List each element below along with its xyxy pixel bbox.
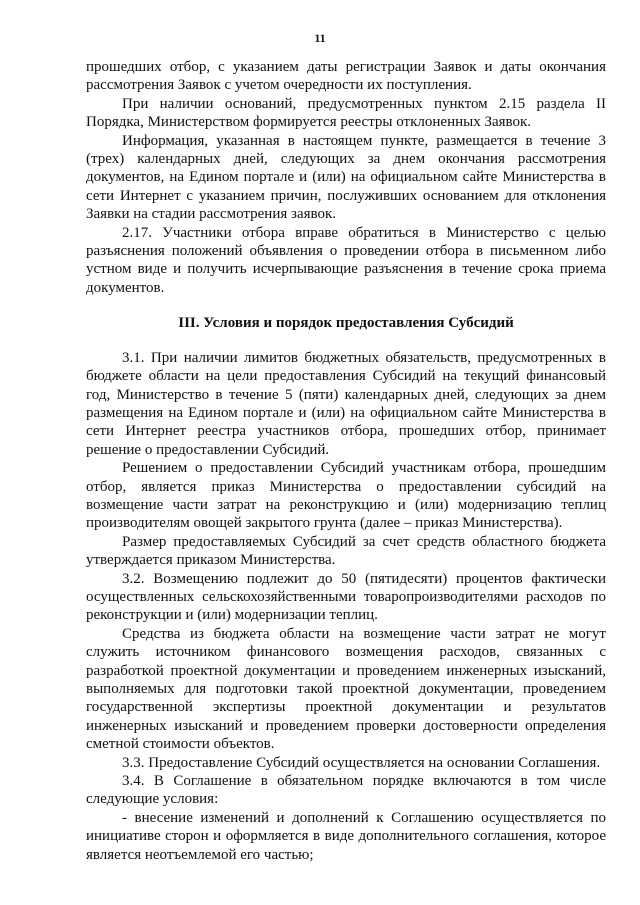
paragraph-before-1: прошедших отбор, с указанием даты регистрации Заявок и даты окончания рассмотрения Заявок с учетом очередности их поступления. [86,59,606,94]
paragraph-after-4: 3.2. Возмещению подлежит до 50 (пятидесяти) процентов фактически осуществленных сельскохозяйственными товаропроизводителями расходов по реконструкции и (или) модернизации теплиц. [86,570,606,624]
paragraph-before-3: Информация, указанная в настоящем пункте, размещается в течение 3 (трех) календарных дней, следующих за днем окончания рассмотрения документов, на Едином портале и (или) на официальном сайте Министерства в сети Интернет с указанием причин, послуживших основанием для отклонения Заявки на стадии рассмотрения заявок. [86,132,606,223]
paragraph-before-4: 2.17. Участники отбора вправе обратиться в Министерство с целью разъяснения положений объявления о проведении отбора в письменном либо устном виде и получить исчерпывающие разъяснения в течение срока приема документов. [86,224,606,296]
page-number: 11 [314,31,326,45]
paragraph-before-2: При наличии оснований, предусмотренных пунктом 2.15 раздела II Порядка, Министерством формируется реестры отклоненных Заявок. [86,95,606,131]
paragraph-after-2: Решением о предоставлении Субсидий участникам отбора, прошедшим отбор, является приказ Министерства о предоставлении субсидий на возмещение части затрат на реконструкцию и (или) модернизацию теплиц производителям овощей закрытого грунта (далее – приказ Министерства). [86,460,606,532]
paragraph-after-8: - внесение изменений и дополнений к Соглашению осуществляется по инициативе сторон и оформляется в виде дополнительного соглашения, которое является неотъемлемой его частью; [86,809,606,863]
section-heading: III. Условия и порядок предоставления Субсидий [178,315,514,332]
paragraph-after-5: Средства из бюджета области на возмещение части затрат не могут служить источником финансового возмещения расходов, связанных с разработкой проектной документации и проведением инженерных изысканий, выполняемых для подготовки такой проектной документации, проведением государственной экспертизы проектной документации и результатов инженерных изысканий и проведением проверки достоверности определения сметной стоимости объектов. [86,625,606,753]
document-body [86,58,606,864]
paragraph-after-7: 3.4. В Соглашение в обязательном порядке включаются в том числе следующие условия: [86,773,606,808]
paragraph-after-3: Размер предоставляемых Субсидий за счет средств областного бюджета утверждается приказом Министерства. [86,533,606,569]
paragraph-after-1: 3.1. При наличии лимитов бюджетных обязательств, предусмотренных в бюджете области на цели предоставления Субсидий на текущий финансовый год, Министерство в течение 5 (пяти) календарных дней, следующих за днем размещения на Едином портале и (или) на официальном сайте Министерства в сети Интернет реестра участников отбора, прошедших отбор, принимает решение о предоставлении Субсидий. [86,349,606,458]
paragraph-after-6: 3.3. Предоставление Субсидий осуществляется на основании Соглашения. [122,754,601,771]
